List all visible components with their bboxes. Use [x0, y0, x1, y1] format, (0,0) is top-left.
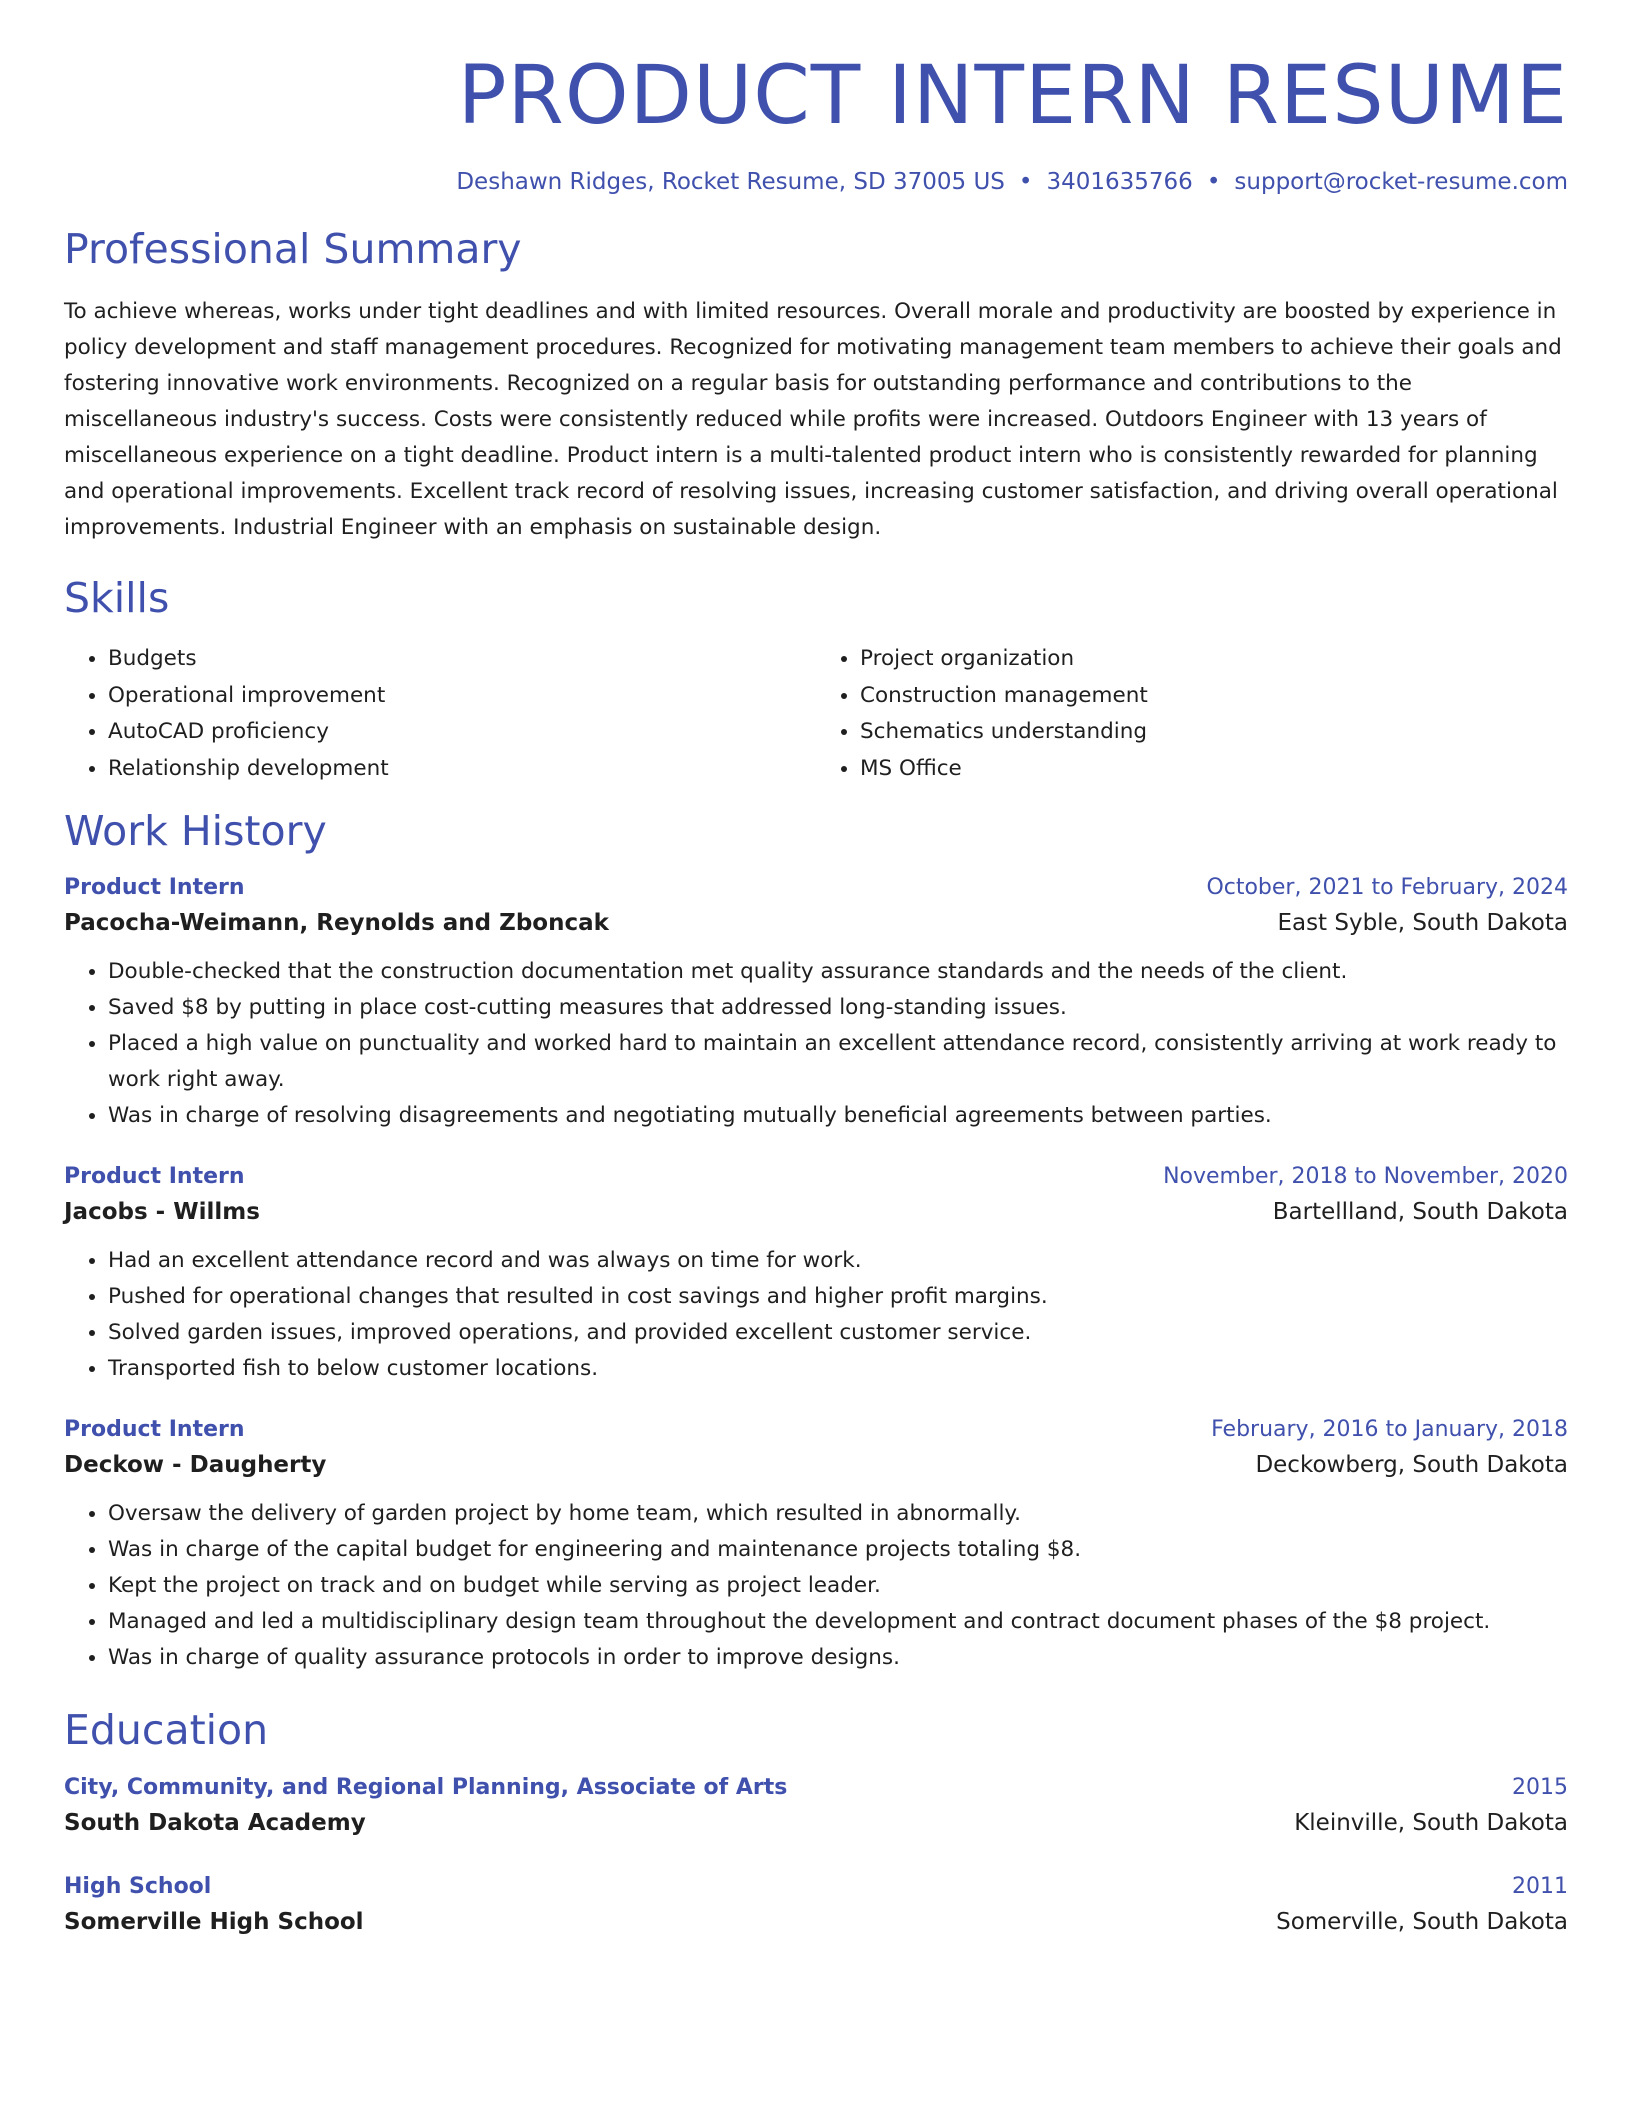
job-company: Deckow - Daugherty: [64, 1451, 327, 1478]
education-degree: City, Community, and Regional Planning, Associate of Arts: [64, 1774, 788, 1800]
education-location: Somerville, South Dakota: [1276, 1908, 1568, 1935]
job-subheader: [64, 910, 1568, 936]
education-school: Somerville High School: [64, 1908, 364, 1935]
job-entry: [64, 875, 1568, 1134]
education-subheader: [64, 1810, 1568, 1836]
skill-item: • Relationship development: [108, 751, 816, 788]
work-history-heading: Work History: [64, 807, 327, 856]
job-location: Deckowberg, South Dakota: [1255, 1451, 1568, 1478]
summary-text: To achieve whereas, works under tight deadlines and with limited resources. Overall morale and productivity are boosted by experience in policy development and staff management procedures. Recognized for motivating management team members to achieve their goals and fostering innovative work environments. Recognized on a regular basis for outstanding performance and contributions to the miscellaneous industry's success. Costs were consistently reduced while profits were increased. Outdoors Engineer with 13 years of miscellaneous experience on a tight deadline. Product intern is a multi-talented product intern who is consistently rewarded for planning and operational improvements. Excellent track record of resolving issues, increasing customer satisfaction, and driving overall operational improvements. Industrial Engineer with an emphasis on sustainable design.: [64, 299, 1562, 541]
job-bullets: [64, 954, 1568, 1134]
skill-item: • Schematics understanding: [860, 714, 1568, 751]
job-bullet: • Double-checked that the construction documentation met quality assurance standards and the needs of the client.: [108, 954, 1568, 990]
job-bullet: • Was in charge of resolving disagreements and negotiating mutually beneficial agreements between parties.: [108, 1098, 1568, 1134]
education-year: 2011: [1512, 1873, 1568, 1899]
resume-title: PRODUCT INTERN RESUME: [457, 49, 1568, 143]
job-subheader: [64, 1199, 1568, 1225]
education-heading: Education: [64, 1705, 269, 1754]
contact-phone: 3401635766: [1046, 169, 1193, 196]
contact-address: Deshawn Ridges, Rocket Resume, SD 37005 US: [456, 169, 1005, 196]
contact-separator: •: [1206, 169, 1221, 196]
job-location: Bartellland, South Dakota: [1272, 1198, 1568, 1225]
skills-column-right: [816, 641, 1568, 787]
education-degree: High School: [64, 1873, 212, 1899]
job-bullet: • Solved garden issues, improved operations, and provided excellent customer service.: [108, 1315, 1568, 1351]
job-header: [64, 1164, 1568, 1189]
job-bullet: • Had an excellent attendance record and was always on time for work.: [108, 1243, 1568, 1279]
job-bullet: • Was in charge of the capital budget for engineering and maintenance projects totaling $8.: [108, 1532, 1568, 1568]
skill-item: • MS Office: [860, 751, 1568, 788]
job-header: [64, 1417, 1568, 1442]
skills-heading: Skills: [64, 574, 170, 623]
skills-column-left: [64, 641, 816, 787]
job-bullet: • Managed and led a multidisciplinary design team throughout the development and contract document phases of the $8 project.: [108, 1604, 1568, 1640]
job-dates: November, 2018 to November, 2020: [1163, 1163, 1568, 1189]
job-title: Product Intern: [64, 1163, 245, 1189]
skill-item: • Operational improvement: [108, 678, 816, 715]
job-bullet: • Kept the project on track and on budget while serving as project leader.: [108, 1568, 1568, 1604]
job-bullet: • Transported fish to below customer locations.: [108, 1351, 1568, 1387]
contact-line: [64, 169, 1568, 195]
job-subheader: [64, 1452, 1568, 1478]
job-entry: [64, 1164, 1568, 1387]
education-location: Kleinville, South Dakota: [1294, 1809, 1568, 1836]
job-bullet: • Oversaw the delivery of garden project by home team, which resulted in abnormally.: [108, 1496, 1568, 1532]
education-header: [64, 1874, 1568, 1899]
job-location: East Syble, South Dakota: [1277, 909, 1568, 936]
contact-separator: •: [1018, 169, 1033, 196]
job-company: Jacobs - Willms: [64, 1198, 260, 1225]
job-entry: [64, 1417, 1568, 1676]
education-year: 2015: [1512, 1774, 1568, 1800]
skill-item: • AutoCAD proficiency: [108, 714, 816, 751]
job-header: [64, 875, 1568, 900]
job-company: Pacocha-Weimann, Reynolds and Zboncak: [64, 909, 609, 936]
skills-list: [64, 641, 1568, 787]
education-header: [64, 1775, 1568, 1800]
job-bullets: [64, 1496, 1568, 1676]
job-title: Product Intern: [64, 874, 245, 900]
contact-email: support@rocket-resume.com: [1234, 169, 1568, 196]
skill-item: • Project organization: [860, 641, 1568, 678]
job-dates: October, 2021 to February, 2024: [1206, 874, 1568, 900]
education-school: South Dakota Academy: [64, 1809, 366, 1836]
job-title: Product Intern: [64, 1416, 245, 1442]
job-bullet: • Was in charge of quality assurance protocols in order to improve designs.: [108, 1640, 1568, 1676]
job-bullets: [64, 1243, 1568, 1387]
job-bullet: • Pushed for operational changes that resulted in cost savings and higher profit margins.: [108, 1279, 1568, 1315]
job-dates: February, 2016 to January, 2018: [1211, 1416, 1568, 1442]
education-entry: [64, 1874, 1568, 1935]
education-entry: [64, 1775, 1568, 1836]
education-subheader: [64, 1909, 1568, 1935]
job-bullet: • Placed a high value on punctuality and worked hard to maintain an excellent attendance record, consistently arriving at work ready to work right away.: [108, 1026, 1568, 1098]
skill-item: • Budgets: [108, 641, 816, 678]
summary-heading: Professional Summary: [64, 225, 522, 274]
job-bullet: • Saved $8 by putting in place cost-cutting measures that addressed long-standing issues.: [108, 990, 1568, 1026]
skill-item: • Construction management: [860, 678, 1568, 715]
